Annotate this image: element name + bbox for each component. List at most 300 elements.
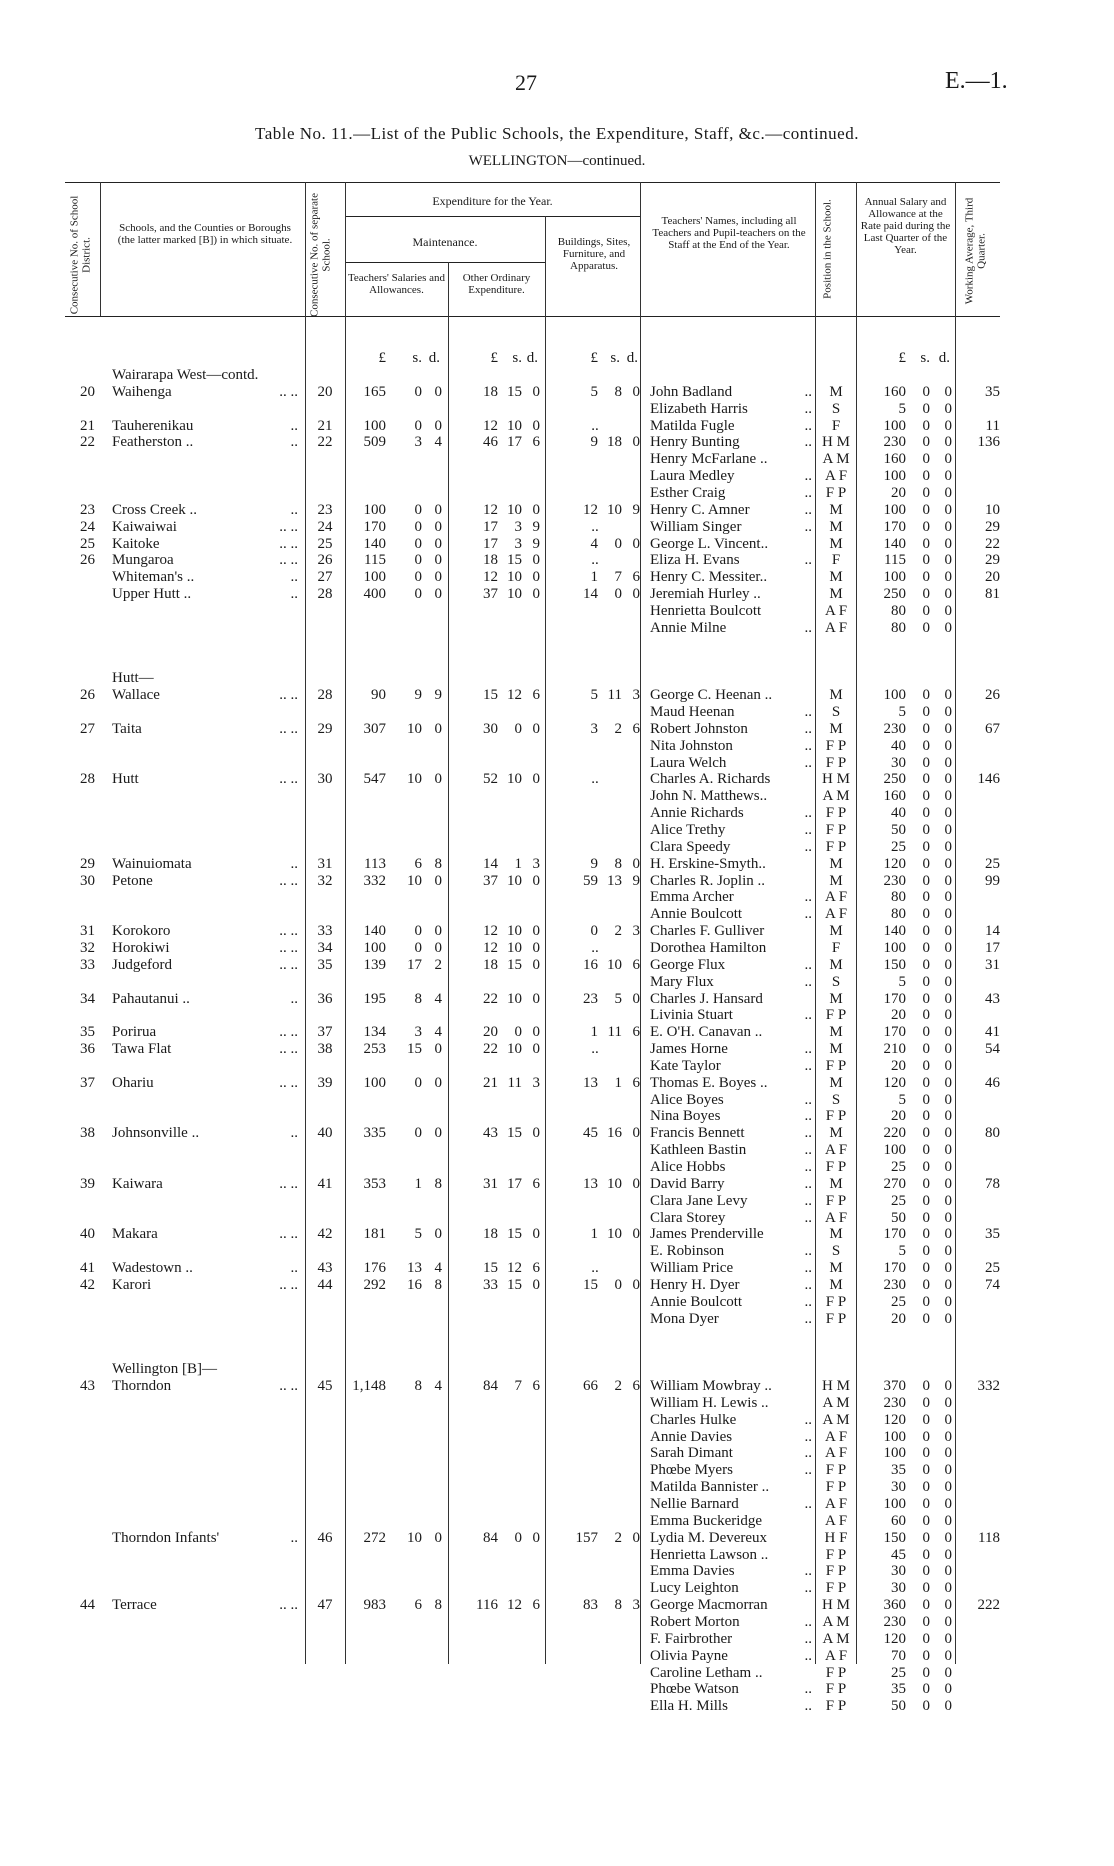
- salary-shillings: 0: [922, 400, 930, 417]
- salary-pence: 0: [944, 468, 952, 485]
- salary-pounds: 250: [883, 586, 906, 602]
- working-average: 41: [985, 1024, 1000, 1041]
- salaries-pence: 8: [434, 1276, 442, 1293]
- district-no: 26: [80, 552, 95, 569]
- salary-shillings: 0: [922, 383, 930, 400]
- other-pence: 0: [532, 586, 540, 602]
- other-shillings: 10: [507, 923, 522, 940]
- position: A M: [822, 1613, 850, 1630]
- leader-dots: .. ..: [279, 535, 298, 552]
- other-shillings: 15: [507, 552, 522, 569]
- buildings-pence: 6: [632, 720, 640, 737]
- other-shillings: 3: [514, 518, 522, 535]
- other-pence: 0: [532, 956, 540, 973]
- leader-dots: ..: [804, 1243, 812, 1260]
- leader-dots: ..: [804, 1630, 812, 1647]
- leader-dots: ..: [804, 1125, 812, 1142]
- salary-pence: 0: [944, 855, 952, 872]
- salary-pounds: 120: [883, 1630, 906, 1647]
- other-pounds: 17: [483, 518, 498, 535]
- other-pence: 0: [532, 1276, 540, 1293]
- separate-no: 41: [317, 1175, 333, 1192]
- buildings-nil: ..: [591, 518, 599, 535]
- working-average: 26: [985, 687, 1000, 704]
- teacher-name: F. Fairbrother: [650, 1630, 733, 1647]
- header-position: Position in the School.: [821, 199, 834, 299]
- teacher-name: Laura Medley: [650, 468, 735, 485]
- leader-dots: ..: [804, 805, 812, 822]
- salaries-shillings: 10: [407, 771, 422, 788]
- teacher-name: Henrietta Lawson ..: [650, 1546, 769, 1563]
- position: M: [829, 1024, 843, 1041]
- salaries-shillings: 16: [407, 1276, 422, 1293]
- teacher-name: Dorothea Hamilton: [650, 939, 767, 956]
- teacher-name: William Singer: [650, 518, 742, 535]
- salary-pounds: 20: [891, 1007, 906, 1024]
- salary-shillings: 0: [922, 1142, 930, 1159]
- other-shillings: 10: [507, 939, 522, 956]
- teacher-name: Emma Davies: [650, 1563, 735, 1580]
- other-pounds: 12: [483, 501, 498, 518]
- teacher-name: John Badland: [650, 383, 733, 400]
- leader-dots: ..: [804, 417, 812, 434]
- salaries-pounds: 115: [364, 552, 386, 569]
- working-average: 17: [985, 939, 1000, 956]
- position: H M: [822, 434, 850, 451]
- other-shillings: 3: [514, 535, 522, 552]
- other-shillings: 1: [514, 855, 522, 872]
- salary-shillings: 0: [922, 1546, 930, 1563]
- salary-pence: 0: [944, 501, 952, 518]
- buildings-pounds: 12: [583, 501, 598, 518]
- teacher-name: Phœbe Myers: [650, 1462, 733, 1479]
- salary-shillings: 0: [922, 687, 930, 704]
- salaries-pounds: 100: [363, 501, 386, 518]
- teacher-name: Alice Trethy: [650, 822, 726, 838]
- position: M: [829, 687, 843, 704]
- salary-pounds: 100: [883, 417, 906, 434]
- other-pounds: 52: [483, 771, 498, 788]
- salaries-shillings: 0: [414, 501, 422, 518]
- salary-pence: 0: [944, 1175, 952, 1192]
- position: M: [829, 1276, 843, 1293]
- salaries-pounds: 272: [363, 1529, 386, 1546]
- teacher-name: Emma Archer: [650, 889, 734, 906]
- salary-pence: 0: [944, 737, 952, 754]
- buildings-nil: ..: [591, 552, 599, 569]
- teacher-name: George Macmorran: [650, 1597, 768, 1614]
- salary-shillings: 0: [922, 939, 930, 956]
- salary-shillings: 0: [922, 1007, 930, 1024]
- unit-label: d.: [626, 350, 638, 366]
- other-pence: 6: [532, 1175, 540, 1192]
- salary-shillings: 0: [922, 720, 930, 737]
- salaries-pounds: 140: [363, 923, 386, 940]
- other-shillings: 15: [507, 956, 522, 973]
- salary-pence: 0: [944, 939, 952, 956]
- position: F P: [825, 1698, 847, 1715]
- salary-pounds: 170: [883, 1260, 906, 1277]
- teacher-name: George Flux: [650, 956, 726, 973]
- salaries-pounds: 1,148: [352, 1378, 386, 1394]
- buildings-pounds: 66: [583, 1378, 598, 1394]
- salaries-pounds: 176: [363, 1260, 386, 1277]
- salary-pounds: 140: [883, 535, 906, 552]
- salary-pounds: 70: [891, 1647, 906, 1664]
- salary-shillings: 0: [922, 1378, 930, 1394]
- salary-shillings: 0: [922, 1260, 930, 1277]
- other-pounds: 37: [483, 872, 498, 889]
- unit-label: d.: [428, 350, 440, 366]
- salaries-pounds: 165: [363, 383, 386, 400]
- salary-pounds: 50: [891, 1698, 906, 1715]
- salary-pence: 0: [944, 889, 952, 906]
- buildings-pence: 0: [632, 1529, 640, 1546]
- salary-pence: 0: [944, 1024, 952, 1041]
- teacher-name: Clara Storey: [650, 1209, 726, 1226]
- buildings-shillings: 1: [614, 1074, 622, 1091]
- buildings-pence: 0: [632, 1276, 640, 1293]
- table-title: Table No. 11.—List of the Public Schools, the Expenditure, Staff, &c.—continued.: [255, 124, 859, 143]
- salary-pence: 0: [944, 1546, 952, 1563]
- salaries-pounds: 195: [363, 990, 386, 1007]
- other-pence: 0: [532, 939, 540, 956]
- leader-dots: ..: [804, 501, 812, 518]
- buildings-pence: 3: [632, 1597, 640, 1614]
- buildings-pence: 6: [632, 1074, 640, 1091]
- page-number: 27: [515, 70, 537, 95]
- salary-pounds: 230: [883, 872, 906, 889]
- buildings-pounds: 5: [590, 687, 598, 704]
- position: A F: [824, 1496, 848, 1512]
- leader-dots: ..: [804, 1192, 812, 1209]
- school-name: Makara: [112, 1226, 158, 1243]
- salary-shillings: 0: [922, 602, 930, 619]
- buildings-pounds: 9: [590, 434, 598, 451]
- buildings-pounds: 9: [590, 855, 598, 872]
- buildings-pence: 3: [632, 687, 640, 704]
- working-average: 46: [985, 1074, 1000, 1091]
- salary-pence: 0: [944, 383, 952, 400]
- school-name: Kaiwaiwai: [112, 518, 177, 535]
- salary-pence: 0: [944, 1411, 952, 1428]
- teacher-name: Annie Davies: [650, 1428, 733, 1445]
- header-top-rule: [65, 182, 1000, 183]
- salary-shillings: 0: [922, 754, 930, 771]
- teacher-name: Henrietta Boulcott: [650, 602, 762, 619]
- salary-shillings: 0: [922, 451, 930, 468]
- salary-shillings: 0: [922, 855, 930, 872]
- school-name: Cross Creek ..: [112, 501, 197, 518]
- leader-dots: .. ..: [279, 1276, 298, 1293]
- salaries-shillings: 0: [414, 383, 422, 400]
- position: H M: [822, 1378, 850, 1394]
- school-name: Featherston ..: [112, 434, 194, 451]
- salary-shillings: 0: [922, 1192, 930, 1209]
- other-pence: 0: [532, 1529, 540, 1546]
- salary-pounds: 30: [891, 1580, 906, 1597]
- salary-shillings: 0: [922, 501, 930, 518]
- other-shillings: 0: [514, 1024, 522, 1041]
- separate-no: 28: [317, 687, 333, 704]
- position: M: [829, 518, 843, 535]
- leader-dots: ..: [804, 468, 812, 485]
- salaries-pence: 4: [434, 434, 442, 451]
- leader-dots: ..: [804, 1496, 812, 1512]
- leader-dots: ..: [804, 552, 812, 569]
- salary-pence: 0: [944, 535, 952, 552]
- buildings-pounds: 5: [590, 383, 598, 400]
- salary-shillings: 0: [922, 1428, 930, 1445]
- leader-dots: ..: [290, 855, 298, 872]
- leader-dots: ..: [804, 400, 812, 417]
- other-shillings: 12: [507, 1260, 522, 1277]
- salary-pence: 0: [944, 1293, 952, 1310]
- leader-dots: ..: [804, 1698, 812, 1715]
- salary-pounds: 100: [883, 501, 906, 518]
- salary-pounds: 80: [891, 619, 906, 636]
- position: A F: [824, 906, 848, 923]
- leader-dots: .. ..: [279, 1074, 298, 1091]
- working-average: 14: [985, 923, 1000, 940]
- salary-pence: 0: [944, 822, 952, 838]
- salaries-pounds: 100: [363, 939, 386, 956]
- salary-pounds: 100: [883, 1428, 906, 1445]
- header-salary: Annual Salary and Allowance at the Rate paid during the Last Quarter of the Year.: [860, 196, 951, 257]
- school-name: Hutt: [112, 771, 139, 788]
- buildings-shillings: 10: [607, 501, 622, 518]
- leader-dots: .. ..: [279, 552, 298, 569]
- salary-shillings: 0: [922, 485, 930, 501]
- position: F P: [825, 1681, 847, 1698]
- teacher-name: Sarah Dimant: [650, 1445, 733, 1462]
- school-name: Porirua: [112, 1024, 157, 1041]
- salaries-pounds: 983: [363, 1597, 386, 1614]
- other-shillings: 10: [507, 872, 522, 889]
- district-no: 36: [80, 1041, 95, 1057]
- salary-shillings: 0: [922, 1175, 930, 1192]
- salary-shillings: 0: [922, 990, 930, 1007]
- separate-no: 40: [317, 1125, 333, 1142]
- salaries-pence: 9: [434, 687, 442, 704]
- leader-dots: .. ..: [279, 771, 298, 788]
- other-pounds: 30: [483, 720, 498, 737]
- leader-dots: ..: [804, 1260, 812, 1277]
- salaries-pence: 0: [434, 720, 442, 737]
- position: F P: [825, 754, 847, 771]
- working-average: 29: [985, 552, 1000, 569]
- other-pence: 9: [532, 535, 540, 552]
- district-no: 33: [80, 956, 95, 973]
- salaries-pence: 4: [434, 1260, 442, 1277]
- district-no: 38: [80, 1125, 95, 1142]
- salary-pence: 0: [944, 1496, 952, 1512]
- salaries-pence: 8: [434, 855, 442, 872]
- salary-shillings: 0: [922, 1209, 930, 1226]
- leader-dots: ..: [804, 485, 812, 501]
- other-pounds: 18: [483, 1226, 498, 1243]
- position: M: [829, 1175, 843, 1192]
- salaries-pounds: 547: [363, 771, 386, 788]
- buildings-shillings: 0: [614, 1276, 622, 1293]
- salary-pence: 0: [944, 720, 952, 737]
- other-pence: 0: [532, 923, 540, 940]
- leader-dots: ..: [804, 1293, 812, 1310]
- separate-no: 23: [317, 501, 333, 518]
- district-no: 22: [80, 434, 95, 451]
- salary-pounds: 25: [891, 1159, 906, 1175]
- leader-dots: ..: [804, 1445, 812, 1462]
- salary-pounds: 25: [891, 1664, 906, 1681]
- leader-dots: ..: [290, 417, 298, 434]
- salary-pence: 0: [944, 771, 952, 788]
- other-pounds: 20: [483, 1024, 498, 1041]
- salaries-shillings: 8: [414, 1378, 422, 1394]
- separate-no: 29: [317, 720, 333, 737]
- district-no: 34: [80, 990, 95, 1007]
- school-name: Horokiwi: [112, 939, 170, 956]
- teacher-name: Ella H. Mills: [650, 1698, 728, 1715]
- salary-pence: 0: [944, 1057, 952, 1074]
- salary-shillings: 0: [922, 468, 930, 485]
- salaries-pounds: 509: [363, 434, 386, 451]
- other-shillings: 15: [507, 1226, 522, 1243]
- other-pounds: 21: [483, 1074, 498, 1091]
- other-pounds: 37: [483, 586, 498, 602]
- leader-dots: .. ..: [279, 518, 298, 535]
- salary-pounds: 360: [883, 1597, 906, 1614]
- working-average: 80: [985, 1125, 1000, 1142]
- salary-pence: 0: [944, 788, 952, 805]
- district-no: 26: [80, 687, 95, 704]
- leader-dots: .. ..: [279, 1175, 298, 1192]
- salaries-shillings: 10: [407, 1529, 422, 1546]
- teacher-name: Francis Bennett: [650, 1125, 745, 1142]
- salaries-pounds: 307: [363, 720, 386, 737]
- teacher-name: H. Erskine-Smyth..: [650, 855, 766, 872]
- salary-pence: 0: [944, 451, 952, 468]
- teacher-name: James Prenderville: [650, 1226, 764, 1243]
- other-shillings: 17: [507, 1175, 522, 1192]
- salary-pence: 0: [944, 1698, 952, 1715]
- other-pence: 0: [532, 771, 540, 788]
- teacher-name: Charles A. Richards: [650, 771, 771, 788]
- salaries-pounds: 140: [363, 535, 386, 552]
- buildings-nil: ..: [591, 771, 599, 788]
- header-district-no: Consecutive No. of School District.: [68, 195, 93, 315]
- leader-dots: ..: [804, 704, 812, 720]
- salary-shillings: 0: [922, 956, 930, 973]
- leader-dots: .. ..: [279, 1041, 298, 1057]
- salary-pounds: 20: [891, 1310, 906, 1327]
- district-no: 20: [80, 383, 95, 400]
- header-buildings: Buildings, Sites, Furniture, and Apparatus.: [557, 236, 631, 273]
- salary-pence: 0: [944, 1243, 952, 1260]
- position: A F: [824, 1428, 848, 1445]
- other-shillings: 15: [507, 1125, 522, 1142]
- salary-shillings: 0: [922, 822, 930, 838]
- school-name: Tauherenikau: [112, 417, 194, 434]
- other-pence: 9: [532, 518, 540, 535]
- salary-pounds: 120: [883, 1411, 906, 1428]
- teacher-name: Eliza H. Evans: [650, 552, 740, 569]
- unit-label: £: [490, 350, 498, 366]
- buildings-pence: 0: [632, 1175, 640, 1192]
- position: F P: [825, 1310, 847, 1327]
- salary-shillings: 0: [922, 1647, 930, 1664]
- district-no: 40: [80, 1226, 95, 1243]
- school-name: Waihenga: [112, 383, 172, 400]
- salaries-pence: 0: [434, 383, 442, 400]
- salaries-shillings: 5: [414, 1226, 422, 1243]
- separate-no: 33: [317, 923, 333, 940]
- salaries-shillings: 10: [407, 872, 422, 889]
- salary-shillings: 0: [922, 1226, 930, 1243]
- salary-pounds: 115: [884, 552, 906, 569]
- other-pounds: 31: [483, 1175, 498, 1192]
- leader-dots: ..: [804, 1007, 812, 1024]
- other-pounds: 18: [483, 552, 498, 569]
- position: A F: [824, 619, 848, 636]
- leader-dots: ..: [290, 501, 298, 518]
- teacher-name: Jeremiah Hurley ..: [650, 586, 761, 602]
- salary-pounds: 170: [883, 1226, 906, 1243]
- position: F P: [825, 1057, 847, 1074]
- buildings-pence: 0: [632, 855, 640, 872]
- district-no: 29: [80, 855, 95, 872]
- position: M: [829, 1041, 843, 1057]
- salary-pence: 0: [944, 1007, 952, 1024]
- salary-shillings: 0: [922, 1529, 930, 1546]
- salary-pence: 0: [944, 704, 952, 720]
- salary-pounds: 20: [891, 1108, 906, 1125]
- salary-pence: 0: [944, 1209, 952, 1226]
- unit-label: £: [378, 350, 386, 366]
- leader-dots: .. ..: [279, 1024, 298, 1041]
- salaries-pence: 0: [434, 923, 442, 940]
- salary-pence: 0: [944, 1428, 952, 1445]
- leader-dots: ..: [804, 1108, 812, 1125]
- teacher-name: Henry H. Dyer: [650, 1276, 740, 1293]
- position: A F: [824, 602, 848, 619]
- leader-dots: ..: [290, 586, 298, 602]
- salaries-shillings: 0: [414, 939, 422, 956]
- position: F P: [825, 1546, 847, 1563]
- teacher-name: Henry C. Amner: [650, 501, 750, 518]
- salary-shillings: 0: [922, 788, 930, 805]
- unit-label: s.: [610, 350, 620, 366]
- buildings-shillings: 0: [614, 535, 622, 552]
- teacher-name: John N. Matthews..: [650, 788, 768, 805]
- salary-shillings: 0: [922, 872, 930, 889]
- school-name: Wallace: [112, 687, 160, 704]
- salaries-shillings: 10: [407, 720, 422, 737]
- salary-pence: 0: [944, 872, 952, 889]
- other-pounds: 12: [483, 939, 498, 956]
- buildings-pence: 6: [632, 1024, 640, 1041]
- buildings-shillings: 10: [607, 1175, 622, 1192]
- expenditure-rule: [345, 216, 640, 217]
- position: A F: [824, 1142, 848, 1159]
- working-average: 136: [977, 434, 1000, 451]
- buildings-pounds: 23: [583, 990, 598, 1007]
- school-name: Thorndon Infants': [112, 1529, 220, 1546]
- salary-pence: 0: [944, 1597, 952, 1614]
- buildings-pounds: 13: [583, 1074, 598, 1091]
- salary-pounds: 30: [891, 754, 906, 771]
- buildings-shillings: 11: [607, 687, 622, 704]
- leader-dots: ..: [804, 720, 812, 737]
